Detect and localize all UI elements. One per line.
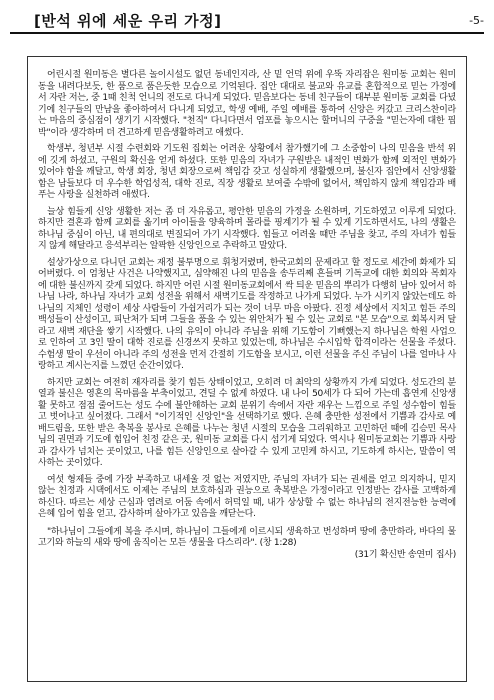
paragraph-1: 어린시절 원미동은 별다른 놀이시설도 없던 동네인지라, 산 밑 언덕 위에 우뚝 자리잡은 원미동 교회는 원미동을 내려다보듯, 한 품으로 품은듯한 모습으로 기억된다. 집안 대대로 불교와 유교를 혼합적으로 믿는 가정에서 자란 저는, 중 1때 친척 언니의 전도로 다니게 되었다. 믿음보다는 동네 친구들이 대부분 원미동 교회를 다녔기에 친구들의 만남을 좋아하여서 다니게 되었고, 학생 예배, 주일 예배를 통하여 신앙은 커갔고 크리스찬이라는 마음의 중심점이 생기기 시작했다. "천직" 다니다면서 엄포를 놓으시는 할머니의 구중을 "믿는자에 대한 핍박"이라 생각하며 더 견고하게 믿음생활하려고 애썼다. bbox=[38, 70, 456, 138]
page-header bbox=[10, 8, 484, 34]
page-title: [반석 위에 세운 우리 가정] bbox=[34, 12, 222, 30]
paragraph-3: 늘상 힘들게 신앙 생활한 저는 좀 더 자유롭고, 평안한 믿음의 가정을 소원하며, 기도하였고 이루게 되었다. 하지만 결혼과 함께 교회를 옮기며 아이들을 양육하며 몰라를 핑계기가 될 수 있게 기도하면서도, 나의 생활은 하나님 중심이 아닌, 내 편의대로 변질되어 가기 시작했다. 힘들고 어려울 때만 주님을 찾고, 주의 자녀가 힘들지 않게 해달라고 응석부리는 알팍한 신앙인으로 추락하고 말았다. bbox=[38, 206, 456, 251]
paragraph-4: 설상가상으로 다니던 교회는 재정 불투명으로 휘청거렸며, 한국교회의 문제라고 할 정도로 세간에 화제가 되어버렸다. 이 엄청난 사건은 나약했지고, 심약해진 나의 믿음을 송두리째 흔들며 기독교에 대한 회의와 목회자에 대한 불신까지 갖게 되었다. 하지만 어린 시절 원미동교회에서 싹 틔운 믿음의 뿌리가 다행히 남아 있어서 하나님 나라, 하나님 자녀가 교회 성전을 위해서 새벽기도를 작정하고 나가게 되었다. 누가 시키지 않았는데도 하나님의 지체인 성령이 세상 사람들이 가쉽거리가 되는 것이 너무 마음 아팠다. 진정 세상에서 지치고 힘든 주의 백성들이 산성이고, 피난처가 되며 그들을 품을 수 있는 위안처가 될 수 있는 교회로 "본 모습"으로 회복시켜 달라고 새벽 재단을 쌓기 시작했다. 나의 유익이 아니라 주님을 위해 기도함이 기뻐했는지 하나님은 학원 사업으로 인하여 고 3인 딸이 대학 진로를 신경쓰지 못하고 있었는데, 하나님은 수시입학 합격이라는 선물을 주셨다. 수험생 딸이 우선이 아니라 주의 성전을 먼저 간절히 기도함을 보시고, 이런 선물을 주신 주님이 나를 얼마나 사랑하고 계시는지를 느꼈던 순간이었다. bbox=[38, 257, 456, 371]
header-rule bbox=[10, 32, 484, 34]
testimony-box bbox=[27, 56, 467, 682]
paragraph-6: 여섯 형제들 중에 가장 부족하고 내세울 것 없는 저였지만, 주님의 자녀가 되는 권세를 얻고 의지하니, 믿지 않는 친정과 시댁에서도 이제는 주님의 보호하심과 권능으로 축복받은 가정이라고 인정받는 감사를 고백하게 하신다. 따르는 세상 근심과 염려로 어둠 속에서 허덕일 때, 내가 상상할 수 없는 하나님의 전지전능한 능력에 은혜 입어 힘을 얻고, 감사하며 살아가고 있음을 깨닫는다. bbox=[38, 474, 456, 519]
paragraph-5: 하지만 교회는 여전히 재자리를 찾기 힘든 상태이었고, 오히려 더 최악의 상황까지 가게 되었다. 성도간의 분열과 불신은 영혼의 목마름을 부축이었고, 견딜 수 없게 하였다. 내 나이 50세가 다 되어 가는데 흡연게 신앙생활 못하고 점점 줄어드는 성도 수에 불안해하는 교회 분위기 속에서 자란 재우는 느낌으로 주일 성수함이 힘들고 벗어나고 싶어졌다. 그래서 "이기적인 신앙인"을 선택하기로 했다. 은혜 충만한 성전에서 기쁨과 감사로 예배드림을, 또한 받은 축복을 봉사로 은혜를 나누는 청년 시절의 모습을 그리워하고 고민하던 때에 김승민 목사님의 권면과 기도에 힘입어 친정 같은 곳, 원미동 교회를 다시 섬기게 되었다. 역시나 원미동교회는 기쁨과 사랑과 감사가 넘치는 곳이었고, 나를 힘든 신앙인으로 살아갈 수 있게 고민케 하시고, 기도하게 하시는, 말씀이 역사하는 곳이었다. bbox=[38, 377, 456, 468]
paragraph-2: 학생부, 청년부 시절 수련회와 기도원 집회는 어려운 상황에서 참가했기에 그 소중함이 나의 믿음을 반석 위에 깃게 하셨고, 구원의 확신을 얻게 하셨다. 또한 믿음의 자녀가 구원받은 내적인 변화가 함께 외적인 변화가 있어야 함을 깨달고, 학생 회장, 청년 회장으로써 책임감 갖고 성실하게 생활했으며, 불신자 집안에서 신앙생활 함은 남들보다 더 우수한 학업성적, 대학 진로, 직장 생활로 보여줄 수밖에 없어서, 책임하지 않게 책임감과 배푸는 사랑을 실천하려 애썼다. bbox=[38, 144, 456, 200]
author-signature: (31기 확신반 송연미 집사) bbox=[354, 549, 456, 560]
page-number: -5- bbox=[469, 14, 484, 27]
scripture-quote: "하나님이 그들에게 복을 주시며, 하나님이 그들에게 이르시되 생육하고 번성하며 땅에 충만하라, 바다의 물고기와 하늘의 새와 땅에 움직이는 모든 생물을 다스리라". (창 1:28) bbox=[38, 526, 456, 548]
